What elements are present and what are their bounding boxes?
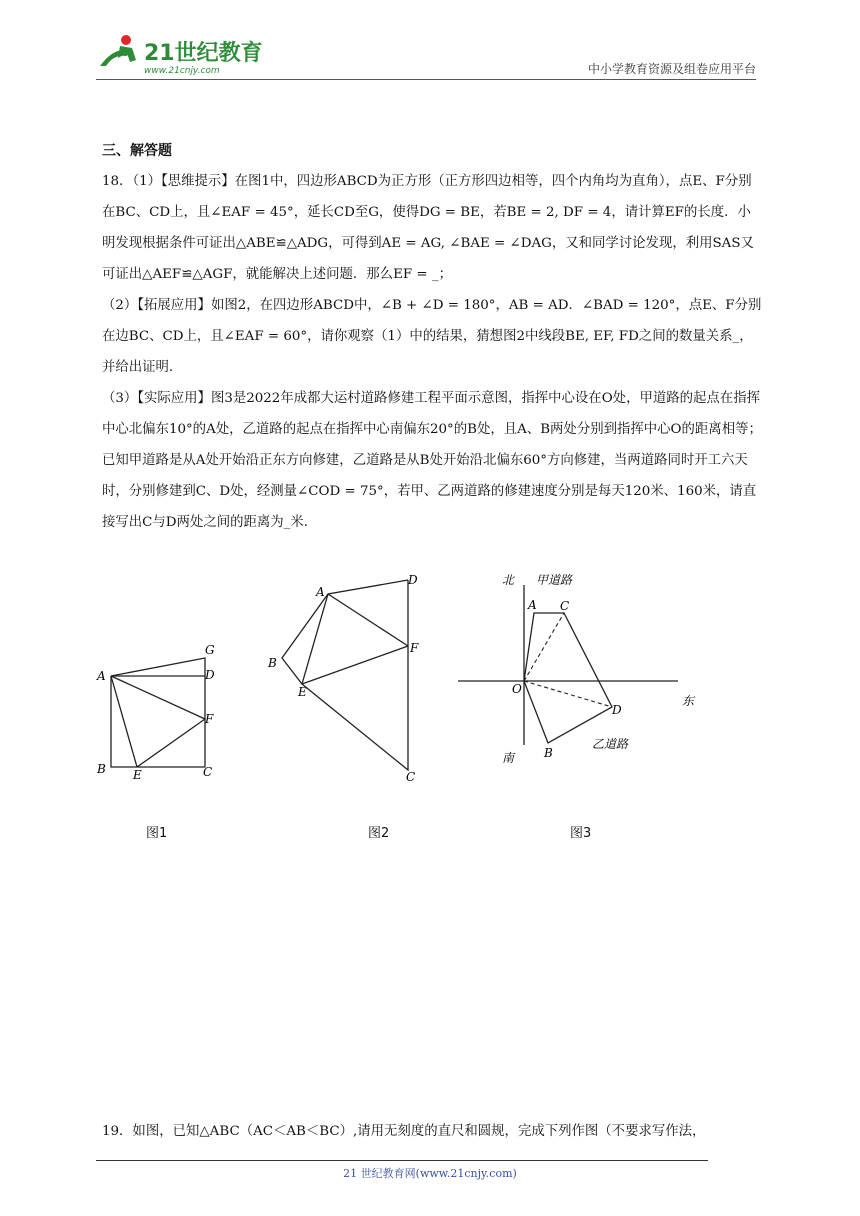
footer-link[interactable]: 21 世纪教育网(www.21cnjy.com) [343,1167,517,1180]
logo-url: www.21cnjy.com [144,66,220,76]
fig3-north-label: 北 [502,573,515,587]
q18-part1: 18．（1）【思维提示】在图1中，四边形ABCD为正方形（正方形四边相等，四个内角均为直角），点E、F分别在BC、CD上，且∠EAF = 45°，延长CD至G，使得DG = BE，若BE = 2, DF = 4，请计算EF的长度．小明发现根据条件可证出△ABE≌△ADG，可得到AE = AG, ∠BAE = ∠DAG，又和同学讨论发现，利用SAS又可证出△AEF≌△AGF，就能解决上述问题．那么EF = _； [102,174,754,282]
fig3-east-label: 东 [682,694,695,708]
fig3-road-a-label: 甲道路 [536,573,573,587]
fig3-label-O: O [512,682,522,696]
footer-divider [96,1160,708,1161]
q18-part3: （3）【实际应用】图3是2022年成都大运村道路修建工程平面示意图，指挥中心设在O处，甲道路的起点在指挥中心北偏东10°的A处，乙道路的起点在指挥中心南偏东20°的B处，且A、B两处分别到指挥中心O的距离相等；已知甲道路是从A处开始沿正东方向修建，乙道路是从B处开始沿北偏东60°方向修建，当两道路同时开工六天时，分别修建到C、D处，经测量∠COD = 75°，若甲、乙两道路的修建速度分别是每天120米、160米，请直接写出C与D两处之间的距离为_米． [102,391,762,530]
page-header [96,30,756,80]
fig1-label-F: F [205,712,214,726]
fig3-south-label: 南 [502,751,515,765]
question-content [102,140,762,538]
fig1-label-A: A [97,669,106,683]
figure-3-caption: 图3 [570,826,592,841]
header-divider [96,79,756,80]
fig1-label-E: E [133,768,142,782]
q19-text: 19．如图，已知△ABC（AC＜AB＜BC）,请用无刻度的直尺和圆规，完成下列作图（不要求写作法， [102,1124,706,1139]
fig1-label-B: B [97,762,106,776]
fig3-label-C: C [560,599,570,613]
figure-1 [95,640,225,785]
fig3-label-A: A [528,598,537,612]
fig3-road-b-label: 乙道路 [592,737,629,751]
figure-3 [452,565,702,770]
fig3-label-D: D [612,703,622,717]
logo-icon [96,30,276,76]
q18-part2: （2）【拓展应用】如图2，在四边形ABCD中，∠B + ∠D = 180°，AB = AD．∠BAD = 120°，点E、F分别在边BC、CD上，且∠EAF = 60°，请你观察（1）中的结果，猜想图2中线段BE, EF, FD之间的数量关系_，并给出证明． [102,298,762,375]
fig2-label-B: B [268,656,277,670]
fig2-label-A: A [316,585,325,599]
fig3-label-B: B [544,746,553,760]
figure-1-caption: 图1 [146,826,168,841]
fig2-label-F: F [410,641,419,655]
figure-2-caption: 图2 [368,826,390,841]
platform-title: 中小学教育资源及组卷应用平台 [587,62,756,76]
fig1-label-D: D [205,668,215,682]
fig1-label-C: C [203,765,213,779]
logo-text: 21世纪教育 [144,41,263,66]
fig2-label-D: D [408,573,418,587]
fig2-label-E: E [298,685,307,699]
fig1-label-G: G [205,643,215,657]
figure-2 [262,570,427,785]
section-title: 三、解答题 [102,143,172,159]
fig2-label-C: C [406,770,416,784]
